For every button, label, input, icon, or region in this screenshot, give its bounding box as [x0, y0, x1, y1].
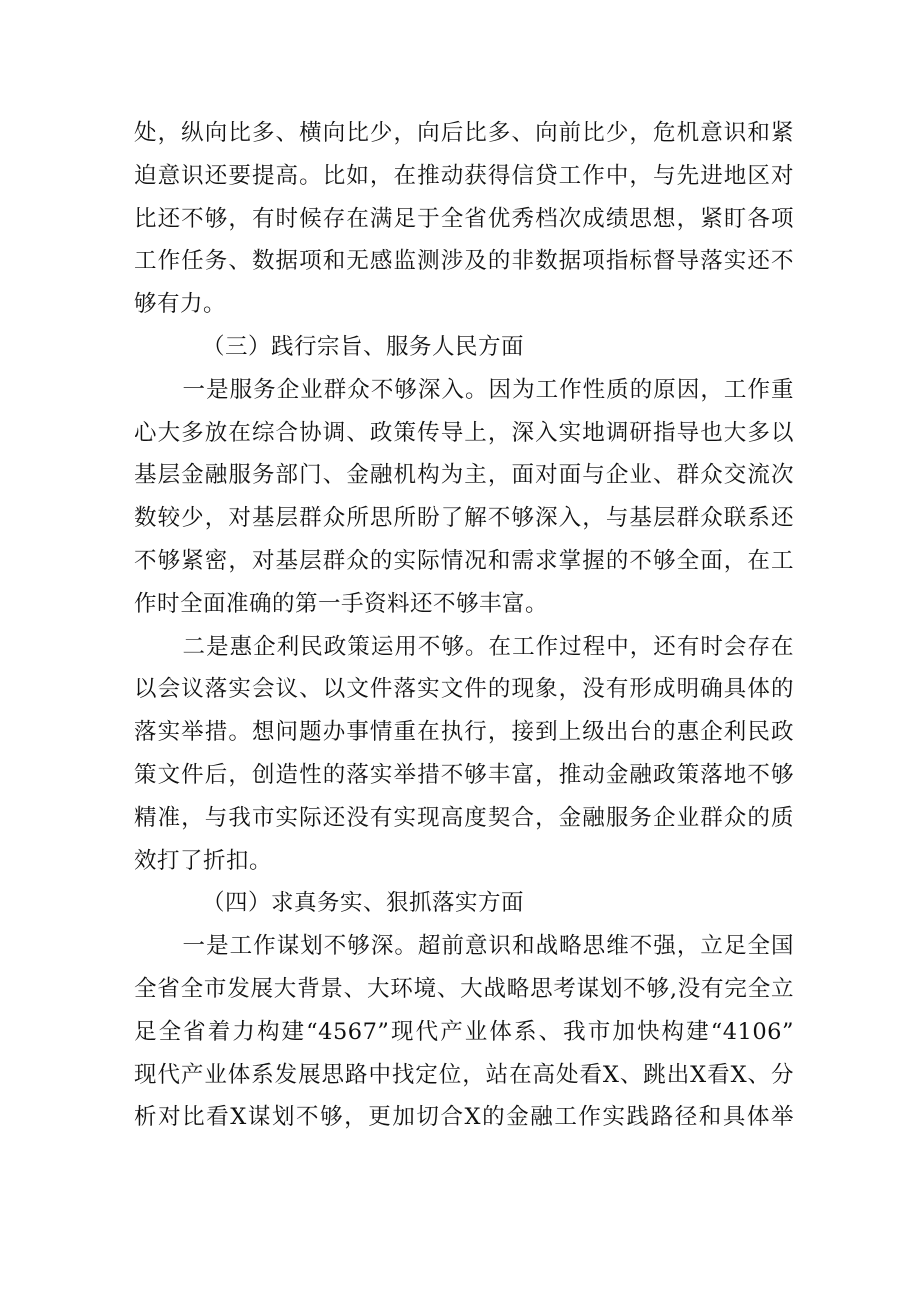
document-body — [134, 112, 794, 1139]
text-line: 现代产业体系发展思路中找定位，站在高处看X、跳出X看X、分 — [134, 1061, 794, 1088]
paragraph-first-line: 二是惠企利民政策运用不够。在工作过程中，还有时会存在 — [182, 633, 794, 660]
text-line: 基层金融服务部门、金融机构为主，面对面与企业、群众交流次 — [134, 462, 794, 489]
text-line: 工作任务、数据项和无感监测涉及的非数据项指标督导落实还不 — [134, 248, 794, 275]
text-line: 数较少，对基层群众所思所盼了解不够深入，与基层群众联系还 — [134, 505, 794, 532]
text-line: 够有力。 — [134, 291, 227, 318]
text-line: 足全省着力构建“4567”现代产业体系、我市加快构建“4106” — [134, 1018, 794, 1045]
text-line: 不够紧密，对基层群众的实际情况和需求掌握的不够全面，在工 — [134, 547, 794, 574]
text-line: 比还不够，有时候存在满足于全省优秀档次成绩思想，紧盯各项 — [134, 205, 794, 232]
text-line: 析对比看X谋划不够，更加切合X的金融工作实践路径和具体举 — [134, 1104, 794, 1131]
text-line: 策文件后，创造性的落实举措不够丰富，推动金融政策落地不够 — [134, 761, 794, 788]
text-line: 处，纵向比多、横向比少，向后比多、向前比少，危机意识和紧 — [134, 120, 794, 146]
text-line: 迫意识还要提高。比如，在推动获得信贷工作中，与先进地区对 — [134, 162, 794, 189]
text-line: 心大多放在综合协调、政策传导上，深入实地调研指导也大多以 — [134, 419, 794, 446]
section-heading: （三）践行宗旨、服务人民方面 — [202, 333, 525, 360]
text-line: 以会议落实会议、以文件落实文件的现象，没有形成明确具体的 — [134, 676, 794, 703]
paragraph-first-line: 一是工作谋划不够深。超前意识和战略思维不强，立足全国 — [182, 933, 794, 960]
text-line: 作时全面准确的第一手资料还不够丰富。 — [134, 590, 549, 617]
text-line: 精准，与我市实际还没有实现高度契合，金融服务企业群众的质 — [134, 804, 794, 831]
text-line: 效打了折扣。 — [134, 847, 273, 874]
section-heading: （四）求真务实、狠抓落实方面 — [202, 890, 525, 917]
text-line: 全省全市发展大背景、大环境、大战略思考谋划不够,没有完全立 — [134, 975, 794, 1002]
text-line: 落实举措。想问题办事情重在执行，接到上级出台的惠企利民政 — [134, 719, 794, 746]
paragraph-first-line: 一是服务企业群众不够深入。因为工作性质的原因，工作重 — [182, 376, 794, 403]
